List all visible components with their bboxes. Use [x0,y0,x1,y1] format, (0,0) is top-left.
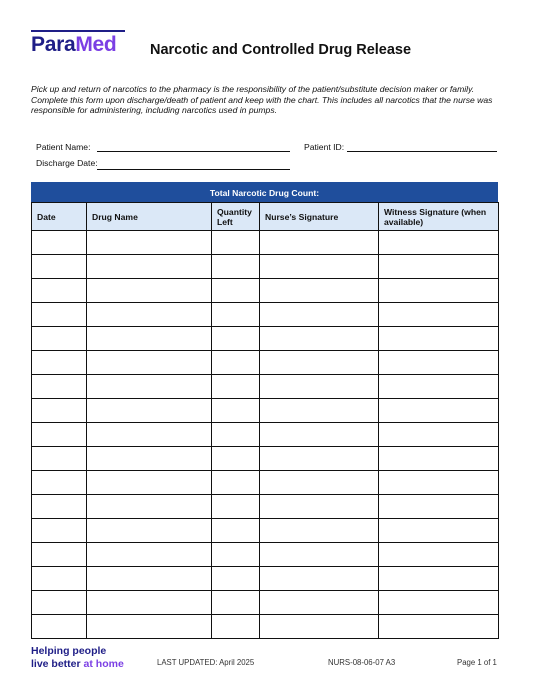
table-cell[interactable] [260,303,379,327]
table-cell[interactable] [260,615,379,639]
tagline-line-2-start: live better [31,657,84,670]
table-cell[interactable] [379,279,499,303]
table-cell[interactable] [260,375,379,399]
table-cell[interactable] [212,447,260,471]
table-cell[interactable] [379,303,499,327]
table-cell[interactable] [212,567,260,591]
table-cell[interactable] [379,351,499,375]
total-narcotic-drug-count-header: Total Narcotic Drug Count: [31,182,498,202]
table-cell[interactable] [87,399,212,423]
table-cell[interactable] [212,351,260,375]
drug-count-table [31,202,499,639]
table-cell[interactable] [32,471,87,495]
column-header-quantity-left: Quantity Left [212,203,260,231]
table-cell[interactable] [87,279,212,303]
column-header-witness-signature: Witness Signature (when available) [379,203,499,231]
table-row [32,615,499,639]
tagline-line-2-accent: at home [83,657,124,670]
table-cell[interactable] [87,375,212,399]
table-row [32,375,499,399]
page-title: Narcotic and Controlled Drug Release [150,42,412,58]
table-cell[interactable] [260,495,379,519]
table-row [32,351,499,375]
table-cell[interactable] [212,615,260,639]
table-cell[interactable] [212,543,260,567]
table-cell[interactable] [260,591,379,615]
table-cell[interactable] [32,399,87,423]
table-cell[interactable] [379,399,499,423]
table-row [32,543,499,567]
table-cell[interactable] [32,327,87,351]
table-cell[interactable] [212,471,260,495]
logo-wordmark [31,33,116,57]
table-cell[interactable] [32,615,87,639]
table-cell[interactable] [32,495,87,519]
table-row [32,279,499,303]
table-cell[interactable] [32,231,87,255]
column-header-drug-name: Drug Name [87,203,212,231]
tagline-line-1: Helping people [31,645,107,657]
table-cell[interactable] [212,375,260,399]
table-cell[interactable] [87,303,212,327]
table-cell[interactable] [379,447,499,471]
table-cell[interactable] [212,519,260,543]
table-cell[interactable] [32,375,87,399]
table-cell[interactable] [260,447,379,471]
table-cell[interactable] [87,519,212,543]
table-row [32,567,499,591]
patient-name-field[interactable] [97,151,290,152]
footer-tagline [31,645,124,670]
discharge-date-label: Discharge Date: [36,158,98,168]
table-cell[interactable] [212,255,260,279]
form-code: NURS-08-06-07 A3 [328,658,396,667]
table-cell[interactable] [32,543,87,567]
table-cell[interactable] [379,519,499,543]
table-cell[interactable] [87,543,212,567]
logo-med-text: Med [75,33,117,56]
table-cell[interactable] [260,279,379,303]
table-cell[interactable] [260,327,379,351]
table-row [32,423,499,447]
page-number: Page 1 of 1 [457,658,497,667]
table-cell[interactable] [87,327,212,351]
logo-para-text: Para [31,33,76,56]
table-cell[interactable] [87,591,212,615]
table-cell[interactable] [212,399,260,423]
table-cell[interactable] [212,303,260,327]
table-cell[interactable] [87,351,212,375]
table-row [32,495,499,519]
table-body [32,231,499,639]
logo-accent-bar [31,30,125,32]
table-row [32,519,499,543]
table-cell[interactable] [212,495,260,519]
table-cell[interactable] [379,255,499,279]
table-cell[interactable] [32,351,87,375]
table-row [32,303,499,327]
discharge-date-field[interactable] [97,169,290,170]
table-cell[interactable] [260,399,379,423]
table-cell[interactable] [32,447,87,471]
table-cell[interactable] [87,231,212,255]
table-cell[interactable] [212,423,260,447]
table-cell[interactable] [87,255,212,279]
footer-divider [31,638,498,639]
table-cell[interactable] [87,567,212,591]
table-row [32,591,499,615]
table-cell[interactable] [260,231,379,255]
table-row [32,231,499,255]
table-row [32,327,499,351]
table-cell[interactable] [379,495,499,519]
table-cell[interactable] [32,519,87,543]
column-header-nurses-signature: Nurse’s Signature [260,203,379,231]
table-cell[interactable] [260,351,379,375]
table-cell[interactable] [32,423,87,447]
tagline-line-2 [31,658,124,671]
table-row [32,471,499,495]
table-cell[interactable] [32,279,87,303]
last-updated: LAST UPDATED: April 2025 [157,658,255,667]
table-cell[interactable] [379,567,499,591]
column-header-date: Date [32,203,87,231]
table-cell[interactable] [87,615,212,639]
table-cell[interactable] [260,423,379,447]
table-cell[interactable] [260,543,379,567]
table-cell[interactable] [260,519,379,543]
table-cell[interactable] [379,591,499,615]
table-cell[interactable] [379,615,499,639]
table-header-row [32,203,499,231]
patient-id-field[interactable] [347,151,497,152]
table-cell[interactable] [87,447,212,471]
patient-id-label: Patient ID: [304,142,345,152]
table-cell[interactable] [379,423,499,447]
table-cell[interactable] [212,231,260,255]
table-cell[interactable] [32,567,87,591]
table-cell[interactable] [87,495,212,519]
table-cell[interactable] [212,327,260,351]
table-cell[interactable] [32,591,87,615]
table-cell[interactable] [260,471,379,495]
table-cell[interactable] [379,375,499,399]
table-cell[interactable] [379,543,499,567]
table-cell[interactable] [32,255,87,279]
table-cell[interactable] [32,303,87,327]
table-row [32,255,499,279]
table-cell[interactable] [87,471,212,495]
table-cell[interactable] [379,231,499,255]
table-row [32,399,499,423]
table-cell[interactable] [212,279,260,303]
patient-name-label: Patient Name: [36,142,91,152]
table-cell[interactable] [379,471,499,495]
table-cell[interactable] [260,567,379,591]
intro-instructions: Pick up and return of narcotics to the pharmacy is the responsibility of the patient/substitute decision maker or family. Complete this form upon discharge/death of patient and keep with the chart. This includes all narcotics that the nurse was responsible for administering, including narcotics used in pumps. [31,84,493,116]
table-cell[interactable] [379,327,499,351]
table-cell[interactable] [260,255,379,279]
table-cell[interactable] [87,423,212,447]
table-cell[interactable] [212,591,260,615]
table-row [32,447,499,471]
